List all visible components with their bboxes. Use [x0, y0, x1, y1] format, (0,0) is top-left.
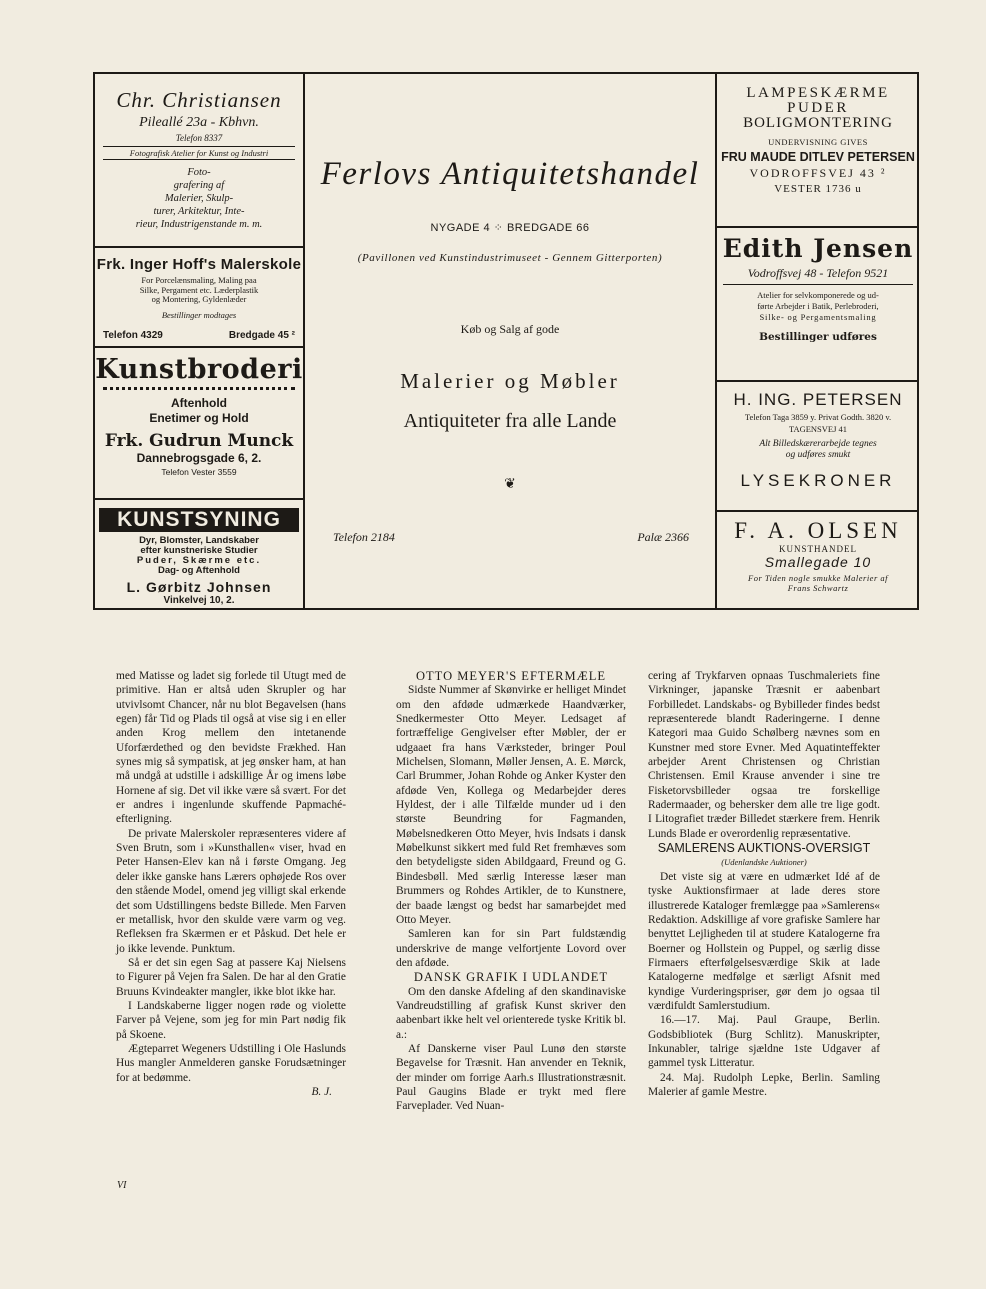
ad-kunstsyning	[95, 498, 303, 608]
paragraph: med Matisse og ladet sig forlede til Utugt med de primitive. Han er altså uden Skrupler og har utvivlsomt Chancer, når nu blot Begavelsen (hans egen) får Tid og Plads til også at vise sig i en eller anden Krog mellem den intetanende Uforfærdethed og den bevidste Frækhed. Han synes mig så sympatisk, at jeg ønsker ham, at han må undgå at udstille i adskillige År og imens løbe Hornene af sig. Det vil ikke være så svært. For det er andres i ingenlunde skuffende Papmaché-efterligning.	[116, 670, 346, 826]
signature: B. J.	[311, 1085, 332, 1098]
ad-body	[95, 166, 303, 231]
advertisement-panel	[93, 72, 919, 610]
dotted-rule	[103, 385, 295, 390]
ad-body	[717, 290, 919, 323]
paragraph: Af Danskerne viser Paul Lunø den største Begavelse for Træsnit. Han anvender en Teknik, der minder om forrige Aarh.s Illustrationstræsnit. Paul Gaugins Blade er trykt med flere Farveplader. Ved Nuan-	[396, 1042, 626, 1113]
ad-address: Pileallé 23a - Kbhvn.	[139, 115, 259, 130]
ad-phone: Telefon 2184	[333, 530, 395, 544]
ad-body-line: grafering af	[173, 180, 225, 191]
ad-address: TAGENSVEJ 41	[788, 424, 848, 434]
ads-left-column	[95, 74, 305, 608]
ad-address: Vinkelvej 10, 2.	[163, 595, 235, 606]
paragraph: I Landskaberne ligger nogen røde og violette Farver på Vejene, som jeg for min Part nødig fik på Skoene.	[116, 999, 346, 1041]
ad-body-line: turer, Arkitektur, Inte-	[153, 206, 245, 217]
ad-body-line: Silke, Pergament etc. Læderplastik	[139, 284, 259, 295]
ad-address: Dannebrogsgade 6, 2.	[136, 451, 262, 465]
paragraph: Om den danske Afdeling af den skandinaviske Vandreudstilling af grafisk Kunst skriver den aabenbart ikke helt vel orienterede tyske Kritik bl. a.:	[396, 985, 626, 1041]
ad-phone: Telefon Taga 3859 y. Privat Godth. 3820 v.	[744, 412, 892, 422]
paragraph: Ægteparret Wegeners Udstilling i Ole Haslunds Hus mangler Anmelderen ganske Forudsætninger for at bedømme.	[116, 1042, 346, 1084]
article-column-2	[396, 669, 626, 1114]
ad-body-line: Puder, Skærme etc.	[136, 555, 262, 566]
ad-body-line: Atelier for selvkomponerede og ud-	[757, 290, 879, 300]
ad-headline: LYSEKRONER	[740, 471, 896, 490]
ad-body-line: For Tiden nogle smukke Malerier af	[748, 573, 888, 583]
paragraph: 24. Maj. Rudolph Lepke, Berlin. Samling Malerier af gamle Mestre.	[648, 1071, 880, 1098]
ad-subtitle: KUNSTHANDEL	[779, 544, 857, 554]
ad-title: Chr. Christiansen	[116, 88, 282, 112]
ad-body-line: Frans Schwartz	[787, 583, 849, 593]
ad-title: Ferlovs Antiquitetshandel	[320, 156, 700, 192]
paragraph: Sidste Nummer af Skønvirke er helliget Mindet om den afdøde udmærkede Haandværker, Snedkermester Otto Meyer. Ledsaget af fortræffelige Gengivelser efter Møbler, der er udgaaet fra hans Værksteder, bringer Poul Michelsen, Slomann, Møller Jensen, A. E. Mørck, Carl Brummer, Johan Rohde og Anker Kyster den afdøde Ven, Kollega og Medarbejder deres Hyldest, der i alle Tilfælde munder ud i den største Beundring for Fagmanden, Møbelsnedkeren Otto Meyer, hvis Indsats i dansk Møbelkunst sikkert med fuld Ret fremhæves som den betydeligste siden Abildgaard, Freund og G. Bindesbøll. Med særlig Interesse læser man Brummers og Rohdes Artikler, de to Kunstnere, der baade længst og bedst har samarbejdet med Otto Meyer.	[396, 684, 626, 926]
ad-body	[95, 536, 303, 576]
ad-line: Enetimer og Hold	[149, 411, 249, 425]
ads-right-column	[715, 74, 919, 608]
ad-body-line: Dyr, Blomster, Landskaber	[139, 535, 259, 546]
ad-body	[95, 276, 303, 305]
ad-subtitle: (Pavillonen ved Kunstindustrimuseet - Gennem Gitterporten)	[357, 252, 663, 264]
ad-body-line: førte Arbejder i Batik, Perlebroderi,	[757, 301, 879, 311]
ad-body-line: Foto-	[187, 167, 211, 178]
ad-body-line: Malerier, Skulp-	[164, 193, 234, 204]
ad-title: KUNSTSYNING	[99, 508, 299, 532]
ad-edith-jensen	[717, 226, 919, 380]
paragraph: Så er det sin egen Sag at passere Kaj Nielsens to Figurer på Vejen fra Salen. De har al den Gratie Bruuns Kvindeakter mangler, ikke blot ikke har.	[116, 956, 346, 998]
ad-title: H. ING. PETERSEN	[733, 390, 903, 409]
ad-body-line: Alt Billedskærerarbejde tegnes	[759, 439, 877, 449]
ad-address: Vodroffsvej 48 - Telefon 9521	[723, 266, 913, 285]
ad-note: Bestillinger modtages	[161, 309, 237, 320]
ad-lampeskaerme	[717, 74, 919, 226]
ad-name: FRU MAUDE DITLEV PETERSEN	[721, 150, 915, 164]
section-heading: OTTO MEYER'S EFTERMÆLE	[416, 669, 606, 683]
ad-body-line: rieur, Industrigenstande m. m.	[135, 219, 263, 230]
ornament-icon: ❦	[504, 477, 516, 492]
ad-phone: Telefon 4329	[103, 329, 163, 341]
ad-title: Kunstbroderi	[95, 354, 303, 385]
article-column-1	[116, 669, 346, 1099]
ad-footer	[103, 330, 295, 341]
ad-note: UNDERVISNING GIVES	[768, 137, 868, 147]
ad-address: Bredgade 45 ²	[228, 329, 295, 341]
ad-body-line: For Porcelænsmaling, Maling paa	[141, 275, 257, 285]
ad-title: Frk. Inger Hoff's Malerskole	[96, 256, 302, 273]
ad-headline: Malerier og Møbler	[400, 369, 620, 393]
paragraph: Samleren kan for sin Part fuldstændig underskrive de mange velfortjente Lovord over den afdøde.	[396, 928, 626, 969]
paragraph: Det viste sig at være en udmærket Idé af de tyske Auktionsfirmaer at lade deres store illustrerede Kataloger fremlægge paa »Samlerens« Redaktion. Adskillige af vore grafiske Samlere har benyttet Lejligheden til at studere Katalogerne fra Boerner og Hollstein og Puppel, og særlig disse Firmaers efterfølgelsesværdige Skik at lade Katalogerne medfølge et særligt Afsnit med kyndige Vurderingspriser, gør dem jo ogsaa til værdifuldt Samlerstudium.	[648, 870, 880, 1012]
ad-phone: Telefon Vester 3559	[161, 467, 237, 477]
paragraph: 16.—17. Maj. Paul Graupe, Berlin. Godsbibliotek (Burg Schlitz). Manuskripter, Inkunabler, talrige sjældne 1ste Udgaver af gammel tysk Litteratur.	[648, 1014, 880, 1070]
ad-headline: Antiquiteter fra alle Lande	[403, 410, 617, 432]
section-subheading: (Udenlandske Auktioner)	[721, 857, 807, 868]
ad-title: F. A. OLSEN	[734, 518, 902, 543]
ad-address: Smallegade 10	[764, 554, 872, 570]
ad-ferlov	[305, 74, 715, 608]
paragraph: cering af Trykfarven opnaas Tuschmaleriets fine Virkninger, japanske Træsnit er aabenbart Forbilledet. Landskabs- og Bybilleder findes bedst repræsenterede blandt Raderingerne. I denne Kategori maa Guido Schølberg nævnes som en Kunstner med store Evner. Med Aquatinteffekter arbejder Arent Christensen og Christian Christensen. Emil Krause anvender i sine tre Fisketorvsbilleder ogsaa tre forskellige Radermaader, og behersker dem alle tre lige godt. I Litografiet træder Billedet stærkere frem. Henrik Lunds Blade er overordenlig repræsentative.	[648, 670, 880, 840]
ad-title-line: PUDER	[787, 100, 849, 116]
ad-christiansen	[95, 74, 303, 246]
ad-body-line: Silke- og Pergamentsmaling	[759, 312, 877, 322]
ad-phone: VESTER 1736 u	[774, 183, 862, 195]
ad-olsen	[717, 510, 919, 608]
ad-body	[717, 439, 919, 461]
ad-title-line: LAMPESKÆRME	[746, 85, 890, 101]
ad-line: Aftenhold	[171, 396, 227, 410]
section-heading: DANSK GRAFIK I UDLANDET	[413, 970, 609, 985]
ad-address: VODROFFSVEJ 43 ²	[749, 166, 887, 180]
ad-body-line: Dag- og Aftenhold	[158, 565, 240, 576]
article-column-3	[648, 669, 880, 1099]
ad-body-line: og udføres smukt	[785, 450, 851, 460]
paragraph: De private Malerskoler repræsenteres videre af Sven Brutn, som i »Kunsthallen« viser, hvad en Peter Hansen-Elev kan nå i første Omgang. Jeg deler ikke ganske hans Lærers ophøjede Ros over den stående Model, omend jeg villigt skal erkende det som Udstillingens bedste Billede. Men Farven er metallisk, hvor den skulde være varm og veg. Refleksen fra Skærmen er et Påskud. Det hele er jo ikke levende. Punktum.	[116, 827, 346, 955]
ad-body	[717, 573, 919, 593]
section-heading: SAMLERENS AUKTIONS-OVERSIGT	[657, 841, 871, 856]
ad-phone: Telefon 8337	[175, 133, 223, 143]
ad-kunstbroderi	[95, 346, 303, 498]
ad-petersen	[717, 380, 919, 510]
ad-address: NYGADE 4 ⁘ BREDGADE 66	[430, 222, 590, 234]
ad-footer: Bestillinger udføres	[759, 331, 877, 343]
page-number: VI	[117, 1180, 127, 1191]
ad-name: L. Gørbitz Johnsen	[126, 579, 272, 595]
ad-title	[717, 86, 919, 131]
ad-tagline: Fotografisk Atelier for Kunst og Industri	[103, 146, 295, 160]
ad-body-line: efter kunstneriske Studier	[140, 545, 258, 556]
ad-title-line: BOLIGMONTERING	[743, 115, 893, 131]
ad-body-line: og Montering, Gyldenlæder	[151, 294, 247, 304]
ad-name: Frk. Gudrun Munck	[104, 431, 294, 451]
ad-title: Edith Jensen	[722, 234, 914, 263]
ad-hoff	[95, 246, 303, 346]
ad-line: Køb og Salg af gode	[460, 322, 560, 336]
ad-phone-secondary: Palæ 2366	[637, 530, 689, 544]
